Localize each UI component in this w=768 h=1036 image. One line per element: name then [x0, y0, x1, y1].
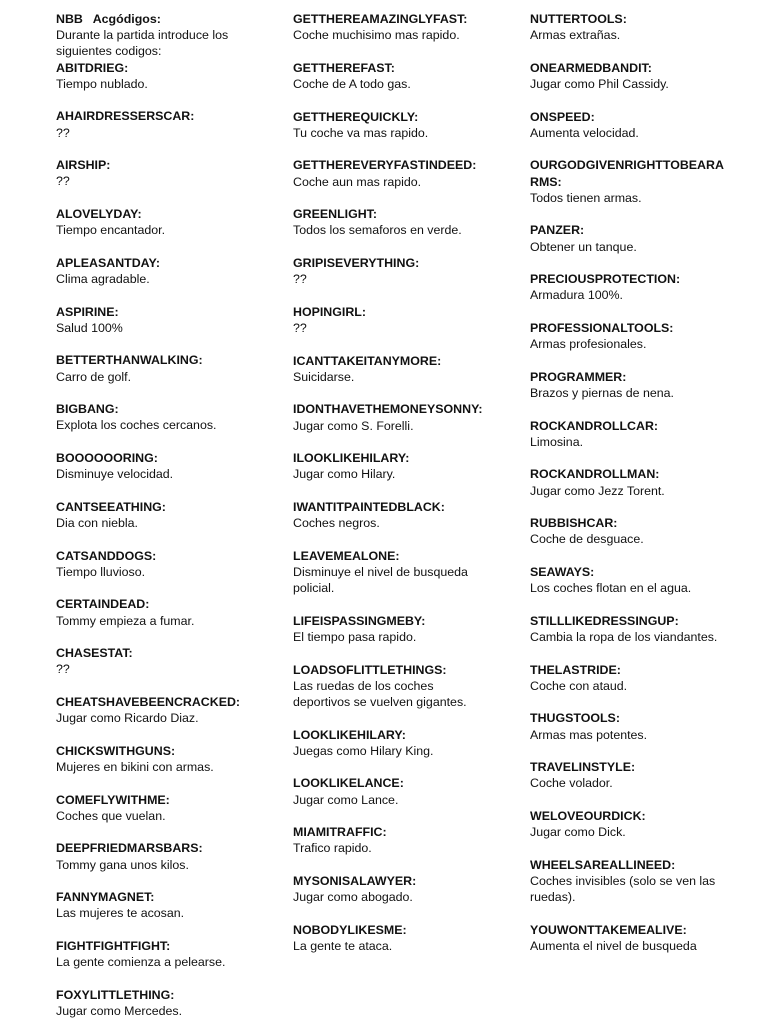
cheat-code: BETTERTHANWALKING:	[56, 353, 203, 368]
cheat-entry	[530, 109, 730, 141]
cheat-description: Coche de A todo gas.	[293, 77, 411, 91]
cheat-entry	[530, 369, 730, 401]
intro-text: Durante la partida introduce los siguientes codigos:	[56, 28, 229, 59]
cheat-entry	[293, 727, 489, 759]
cheat-description: Jugar como Dick.	[530, 825, 626, 840]
cheat-entry	[56, 499, 252, 531]
cheat-description: Tiempo lluvioso.	[56, 564, 146, 579]
cheat-description: Salud 100%	[56, 320, 123, 335]
cheat-entry	[293, 873, 489, 905]
cheat-code: SEAWAYS:	[530, 564, 595, 579]
cheat-description: Coches que vuelan.	[56, 808, 166, 823]
cheat-entry	[293, 824, 489, 856]
cheat-description: Cambia la ropa de los viandantes.	[530, 629, 718, 644]
cheat-description: Obtener un tanque.	[530, 239, 637, 254]
cheat-description: Jugar como Hilary.	[293, 467, 396, 482]
cheat-code: PRECIOUSPROTECTION:	[530, 272, 681, 287]
cheat-description: ??	[56, 662, 70, 677]
cheat-entry	[530, 320, 730, 352]
cheat-code: ALOVELYDAY:	[56, 207, 142, 221]
cheat-description: Coche con ataud.	[530, 678, 628, 693]
cheat-entry	[56, 645, 252, 677]
cheat-description: Tiempo nublado.	[56, 76, 148, 91]
cheat-description: La gente te ataca.	[293, 938, 393, 953]
cheat-code: BIGBANG:	[56, 402, 119, 417]
cheat-code: PROGRAMMER:	[530, 369, 627, 384]
column-3	[530, 11, 730, 971]
code-list-3	[530, 11, 730, 954]
cheat-entry	[56, 694, 252, 726]
cheat-entry	[293, 255, 489, 287]
cheat-code: YOUWONTTAKEMEALIVE:	[530, 922, 687, 937]
column-1	[56, 11, 252, 1036]
cheat-entry	[293, 401, 489, 433]
cheat-code: DEEPFRIEDMARSBARS:	[56, 841, 203, 856]
cheat-entry	[530, 157, 730, 206]
cheat-code: FOXYLITTLETHING:	[56, 987, 175, 1002]
cheat-code: GRIPISEVERYTHING:	[293, 255, 420, 270]
cheat-code: ROCKANDROLLCAR:	[530, 418, 659, 433]
cheat-description: Jugar como Phil Cassidy.	[530, 77, 669, 91]
cheat-code: CHICKSWITHGUNS:	[56, 743, 176, 758]
cheat-code: FIGHTFIGHTFIGHT:	[56, 938, 171, 953]
cheat-code: THUGSTOOLS:	[530, 711, 620, 726]
cheat-description: Mujeres en bikini con armas.	[56, 759, 214, 774]
cheat-description: Tiempo encantador.	[56, 223, 166, 238]
cheat-code: LOOKLIKEHILARY:	[293, 727, 406, 742]
cheat-entry	[56, 840, 252, 872]
cheat-entry	[530, 922, 730, 954]
cheat-description: Limosina.	[530, 434, 584, 449]
cheat-entry	[56, 401, 252, 433]
cheat-description: Los coches flotan en el agua.	[530, 581, 692, 596]
cheat-code: MYSONISALAWYER:	[293, 873, 417, 888]
cheat-entry	[293, 613, 489, 645]
cheat-entry	[530, 662, 730, 694]
cheat-description: ??	[293, 320, 307, 335]
cheat-description: Jugar como Jezz Torent.	[530, 483, 665, 498]
cheat-entry	[530, 515, 730, 547]
cheat-code: HOPINGIRL:	[293, 304, 366, 319]
cheat-entry	[530, 759, 730, 791]
cheat-entry	[293, 662, 489, 711]
cheat-entry	[293, 775, 489, 807]
cheat-code: PROFESSIONALTOOLS:	[530, 320, 674, 335]
cheat-code: PANZER:	[530, 223, 585, 238]
cheat-description: Las ruedas de los coches deportivos se vuelven gigantes.	[293, 678, 467, 709]
cheat-code: BOOOOOORING:	[56, 450, 158, 465]
cheat-code: COMEFLYWITHME:	[56, 792, 170, 807]
cheat-code: ASPIRINE:	[56, 304, 119, 319]
cheat-description: Trafico rapido.	[293, 841, 372, 856]
cheat-code: LOADSOFLITTLETHINGS:	[293, 662, 447, 677]
cheat-entry	[530, 271, 730, 303]
document-title: NBB Acgódigos:	[56, 12, 161, 26]
cheat-description: Clima agradable.	[56, 272, 150, 286]
cheat-description: Coche aun mas rapido.	[293, 174, 422, 189]
cheat-entry	[56, 60, 252, 92]
cheat-entry	[56, 157, 252, 189]
cheat-entry	[530, 222, 730, 254]
cheat-description: Coche muchisimo mas rapido.	[293, 28, 460, 43]
cheat-code: ONSPEED:	[530, 109, 595, 124]
cheat-entry	[530, 857, 730, 906]
cheat-code: ILOOKLIKEHILARY:	[293, 451, 410, 466]
cheat-description: Carro de golf.	[56, 369, 132, 384]
cheat-description: Armas extrañas.	[530, 28, 621, 43]
cheat-entry	[56, 255, 252, 287]
cheat-description: La gente comienza a pelearse.	[56, 955, 226, 970]
cheat-code: LOOKLIKELANCE:	[293, 776, 404, 791]
cheat-description: Jugar como S. Forelli.	[293, 418, 414, 433]
cheat-code: ROCKANDROLLMAN:	[530, 467, 660, 482]
cheat-description: Armadura 100%.	[530, 288, 623, 303]
cheat-entry	[56, 938, 252, 970]
cheat-description: Coches invisibles (solo se ven las ruedas).	[530, 873, 716, 905]
cheat-description: Aumenta velocidad.	[530, 125, 639, 140]
cheat-code: GREENLIGHT:	[293, 207, 377, 222]
cheat-entry	[293, 109, 489, 141]
cheat-entry	[56, 304, 252, 336]
cheat-entry	[56, 548, 252, 580]
cheat-description: Jugar como Mercedes.	[56, 1003, 183, 1018]
cheat-code: AHAIRDRESSERSCAR:	[56, 109, 195, 124]
cheat-entry	[56, 450, 252, 482]
cheat-entry	[293, 157, 489, 189]
cheat-code: ABITDRIEG:	[56, 60, 129, 75]
cheat-description: ??	[293, 272, 307, 287]
cheat-description: Jugar como abogado.	[293, 890, 413, 905]
code-list-1	[56, 60, 252, 1020]
cheat-entry	[530, 466, 730, 498]
cheat-code: CHASESTAT:	[56, 646, 133, 661]
cheat-description: Las mujeres te acosan.	[56, 906, 185, 921]
cheat-code: LEAVEMEALONE:	[293, 548, 400, 563]
cheat-description: Juegas como Hilary King.	[293, 743, 434, 758]
cheat-description: Armas profesionales.	[530, 337, 647, 352]
cheat-code: IWANTITPAINTEDBLACK:	[293, 499, 445, 514]
cheat-description: ??	[56, 125, 70, 140]
cheat-description: Coche de desguace.	[530, 532, 644, 547]
cheat-description: ??	[56, 174, 70, 189]
cheat-entry	[293, 11, 489, 43]
cheat-code: STILLLIKEDRESSINGUP:	[530, 613, 679, 628]
cheat-entry	[56, 987, 252, 1019]
cheat-description: El tiempo pasa rapido.	[293, 629, 417, 644]
cheat-entry	[293, 922, 489, 954]
cheat-code: MIAMITRAFFIC:	[293, 825, 387, 840]
cheat-entry	[56, 352, 252, 384]
code-list-2	[293, 11, 489, 954]
cheat-code: OURGODGIVENRIGHTTOBEARARMS:	[530, 158, 724, 189]
cheat-entry	[293, 499, 489, 531]
cheat-code: THELASTRIDE:	[530, 662, 621, 677]
cheat-entry	[56, 206, 252, 238]
cheat-code: APLEASANTDAY:	[56, 255, 160, 270]
cheat-entry	[56, 108, 252, 140]
cheat-code: WELOVEOURDICK:	[530, 808, 646, 823]
cheat-entry	[56, 596, 252, 628]
cheat-description: Brazos y piernas de nena.	[530, 385, 674, 400]
cheat-entry	[293, 60, 489, 92]
cheat-entry	[530, 60, 730, 92]
cheat-description: Aumenta el nivel de busqueda	[530, 938, 697, 953]
cheat-code: RUBBISHCAR:	[530, 516, 618, 531]
cheat-code: FANNYMAGNET:	[56, 890, 155, 905]
cheat-entry	[530, 11, 730, 43]
cheat-entry	[56, 889, 252, 921]
cheat-description: Suicidarse.	[293, 369, 355, 384]
cheat-code: GETTHEREAMAZINGLYFAST:	[293, 12, 468, 26]
cheat-description: Jugar como Lance.	[293, 792, 399, 807]
cheat-description: Jugar como Ricardo Diaz.	[56, 711, 199, 726]
cheat-description: Tommy gana unos kilos.	[56, 857, 189, 872]
cheat-code: AIRSHIP:	[56, 158, 111, 173]
cheat-code: CERTAINDEAD:	[56, 597, 150, 612]
cheat-description: Todos tienen armas.	[530, 190, 642, 205]
cheat-entry	[293, 548, 489, 597]
cheat-description: Coche volador.	[530, 776, 613, 791]
cheat-description: Dia con niebla.	[56, 515, 138, 530]
cheat-entry	[530, 613, 730, 645]
cheat-description: Coches negros.	[293, 516, 380, 531]
cheat-entry	[56, 743, 252, 775]
cheat-entry	[293, 304, 489, 336]
cheat-code: NOBODYLIKESME:	[293, 922, 407, 937]
cheat-code: GETTHEREVERYFASTINDEED:	[293, 158, 477, 173]
cheat-entry	[530, 564, 730, 596]
cheat-code: GETTHEREFAST:	[293, 60, 395, 75]
cheat-description: Tommy empieza a fumar.	[56, 613, 195, 628]
cheat-entry	[293, 353, 489, 385]
header-block	[56, 11, 252, 60]
cheat-code: ICANTTAKEITANYMORE:	[293, 353, 442, 368]
cheat-entry	[530, 710, 730, 742]
cheat-description: Disminuye velocidad.	[56, 467, 174, 482]
cheat-code: TRAVELINSTYLE:	[530, 760, 636, 775]
cheat-code: GETTHEREQUICKLY:	[293, 109, 419, 124]
cheat-entry	[293, 206, 489, 238]
cheat-entry	[56, 792, 252, 824]
cheat-code: ONEARMEDBANDIT:	[530, 60, 652, 75]
cheat-code: WHEELSAREALLINEED:	[530, 857, 676, 872]
cheat-code: LIFEISPASSINGMEBY:	[293, 613, 426, 628]
cheat-code: CANTSEEATHING:	[56, 499, 166, 514]
cheat-entry	[293, 450, 489, 482]
cheat-entry	[530, 808, 730, 840]
cheat-code: CHEATSHAVEBEENCRACKED:	[56, 694, 241, 709]
column-2	[293, 11, 489, 971]
cheat-code: CATSANDDOGS:	[56, 548, 157, 563]
cheat-description: Tu coche va mas rapido.	[293, 125, 429, 140]
cheat-description: Disminuye el nivel de busqueda policial.	[293, 564, 468, 596]
cheat-code: NUTTERTOOLS:	[530, 12, 627, 26]
cheat-entry	[530, 418, 730, 450]
cheat-description: Explota los coches cercanos.	[56, 418, 217, 433]
cheat-code: IDONTHAVETHEMONEYSONNY:	[293, 402, 483, 417]
cheat-description: Armas mas potentes.	[530, 727, 648, 742]
cheat-description: Todos los semaforos en verde.	[293, 223, 462, 238]
